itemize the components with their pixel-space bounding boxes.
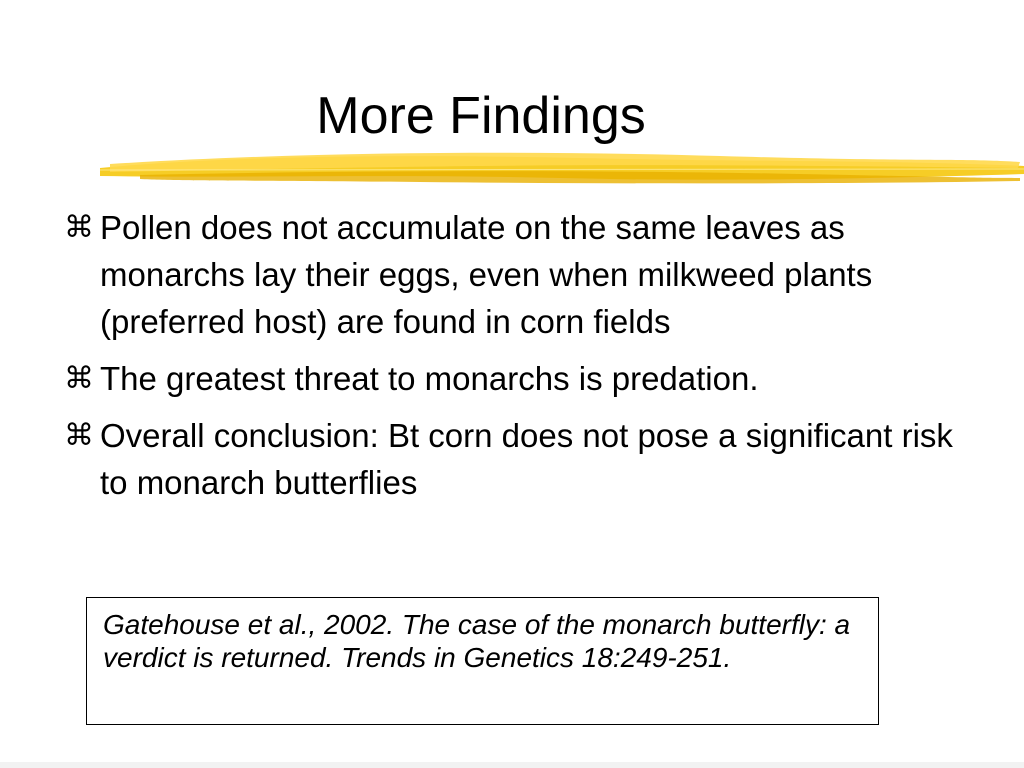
list-item — [64, 412, 964, 506]
list-item — [64, 355, 964, 402]
bullet-text: Pollen does not accumulate on the same leaves as monarchs lay their eggs, even when milkweed plants (preferred host) are found in corn fields — [100, 209, 873, 340]
title-underline-brushstroke — [100, 148, 1024, 188]
command-key-bullet-icon: ⌘ — [64, 210, 94, 245]
bottom-divider — [0, 762, 1024, 768]
bullet-text: The greatest threat to monarchs is predation. — [100, 360, 759, 397]
slide-title: More Findings — [316, 87, 646, 145]
citation-box — [86, 597, 879, 725]
list-item — [64, 204, 964, 345]
command-key-bullet-icon: ⌘ — [64, 418, 94, 453]
command-key-bullet-icon: ⌘ — [64, 361, 94, 396]
bullet-list — [64, 204, 964, 516]
bullet-text: Overall conclusion: Bt corn does not pose a significant risk to monarch butterflies — [100, 417, 953, 501]
citation-text: Gatehouse et al., 2002. The case of the monarch butterfly: a verdict is returned. Trends in Genetics 18:249-251. — [103, 609, 851, 673]
